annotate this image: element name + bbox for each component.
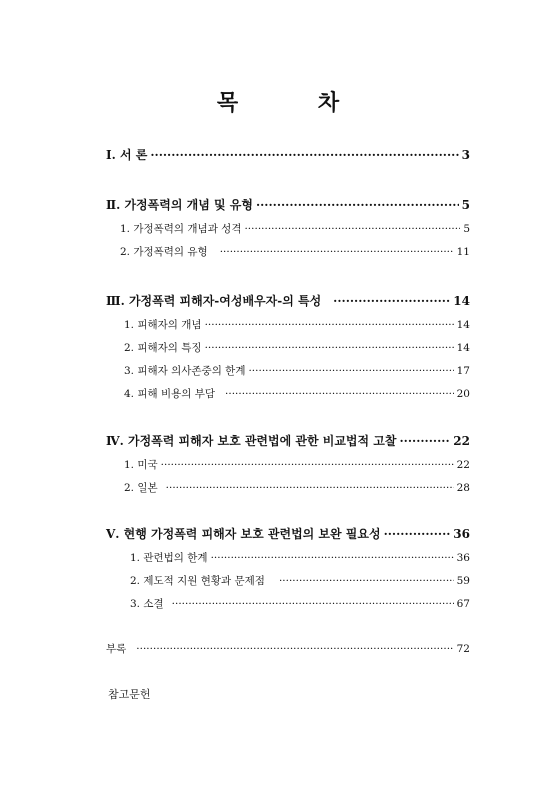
toc-entry-ch1[interactable] [106,146,470,163]
toc-entry-ch4[interactable] [106,432,470,449]
toc-subentry[interactable] [124,457,470,472]
toc-subentry-page: 36 [456,552,470,564]
page-title: 목 차 [216,90,376,116]
leader-dots [172,598,454,610]
leader-dots [333,294,450,308]
toc-subentry-page: 5 [463,223,470,235]
toc-subentry[interactable] [124,317,470,332]
toc-entry-page: 22 [453,434,470,448]
toc-entry-page: 36 [453,527,470,541]
leader-dots [136,643,453,655]
toc-subentry-label: 3. 피해자 의사존중의 한계 [124,365,246,377]
toc-subentry-label: 2. 제도적 지원 현황과 문제점 [130,575,265,587]
toc-entry-label: Ⅱ. 가정폭력의 개념 및 유형 [106,198,253,212]
toc-subentry-page: 14 [456,342,470,354]
toc-entry-page: 3 [461,148,470,162]
toc-subentry[interactable] [124,386,470,401]
toc-subentry[interactable] [130,573,470,588]
toc-entry-page: 14 [453,294,470,308]
toc-subentry[interactable] [130,596,470,611]
leader-dots [399,434,450,448]
leader-dots [256,198,459,212]
toc-subentry-page: 11 [456,246,470,258]
leader-dots [205,319,454,331]
toc-entry-label: Ⅳ. 가정폭력 피해자 보호 관련법에 관한 비교법적 고찰 [106,434,397,448]
toc-subentry[interactable] [130,550,470,565]
leader-dots [244,223,460,235]
toc-subentry[interactable] [120,221,470,236]
toc-entry-label: 부록 [106,643,127,655]
toc-entry-ch3[interactable] [106,292,470,309]
toc-entry-label: Ⅴ. 현행 가정폭력 피해자 보호 관련법의 보완 필요성 [106,527,381,541]
leader-dots [225,388,454,400]
toc-entry-ch5[interactable] [106,525,470,542]
leader-dots [248,365,453,377]
toc-entry-page: 5 [461,198,470,212]
toc-subentry[interactable] [124,340,470,355]
toc-subentry-page: 28 [456,482,470,494]
toc-subentry[interactable] [124,363,470,378]
toc-subentry-page: 59 [456,575,470,587]
leader-dots [150,148,458,162]
toc-subentry-label: 1. 미국 [124,459,158,471]
toc-entry-label: Ⅰ. 서 론 [106,148,148,162]
toc-entry-references[interactable]: 참고문헌 [108,688,151,701]
toc-entry-label: Ⅲ. 가정폭력 피해자-여성배우자-의 특성 [106,294,322,308]
leader-dots [166,482,454,494]
toc-subentry-page: 17 [456,365,470,377]
toc-entry-appendix[interactable] [106,641,470,656]
toc-subentry-label: 2. 피해자의 특징 [124,342,202,354]
toc-subentry-label: 4. 피해 비용의 부담 [124,388,216,400]
toc-subentry-label: 1. 관련법의 한계 [130,552,208,564]
toc-subentry-label: 1. 가정폭력의 개념과 성격 [120,223,242,235]
toc-subentry-page: 20 [456,388,470,400]
leader-dots [211,552,454,564]
toc-subentry-page: 67 [456,598,470,610]
leader-dots [161,459,454,471]
toc-subentry-label: 1. 피해자의 개념 [124,319,202,331]
toc-subentry-page: 14 [456,319,470,331]
toc-entry-page: 72 [456,643,470,655]
leader-dots [220,246,454,258]
leader-dots [384,527,451,541]
toc-subentry[interactable] [124,480,470,495]
toc-entry-ch2[interactable] [106,196,470,213]
toc-subentry-label: 3. 소결 [130,598,164,610]
toc-subentry-page: 22 [456,459,470,471]
toc-subentry-label: 2. 가정폭력의 유형 [120,246,208,258]
toc-subentry-label: 2. 일본 [124,482,158,494]
leader-dots [279,575,454,587]
toc-subentry[interactable] [120,244,470,259]
leader-dots [205,342,454,354]
